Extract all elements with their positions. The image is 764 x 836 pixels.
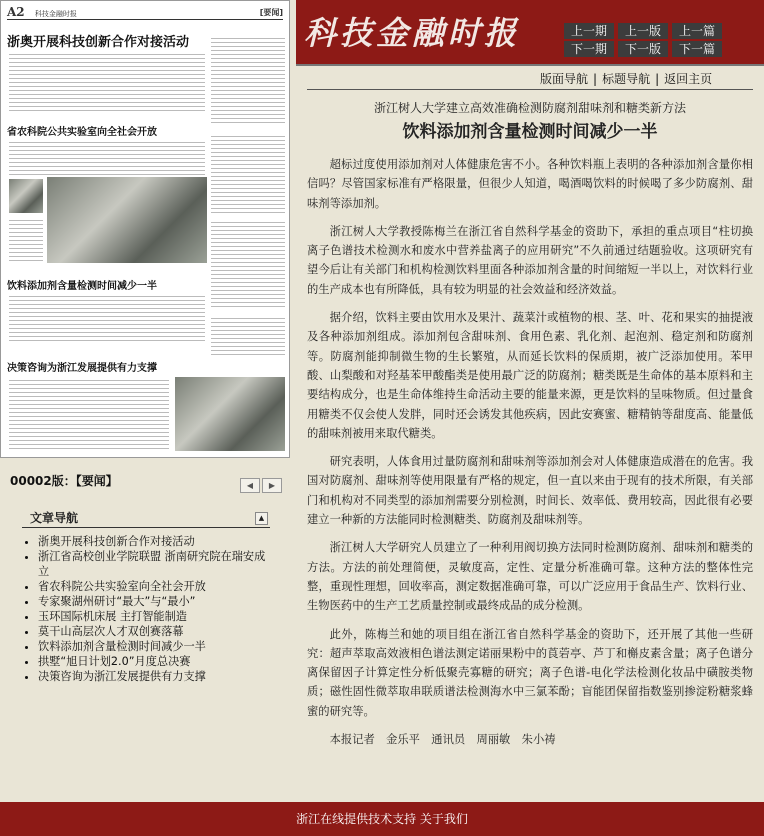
article-nav-item[interactable]: • 决策咨询为浙江发展提供有力支撑 [38, 669, 270, 684]
article-nav-header [22, 509, 270, 528]
thumbnail-text-block [9, 139, 205, 175]
article-nav-item[interactable]: • 饮料添加剂含量检测时间减少一半 [38, 639, 270, 654]
edition-label: 00002版：【要闻】 [10, 474, 118, 488]
thumbnail-text-block [9, 293, 205, 343]
thumbnail-photo [175, 377, 285, 451]
article-nav [22, 509, 270, 684]
article-nav-list [22, 534, 270, 684]
thumbnail-paper-name: 科技金融时报 [34, 10, 77, 18]
prev-page-button[interactable]: 上一版 [618, 23, 668, 39]
article-title: 饮料添加剂含量检测时间减少一半 [402, 122, 658, 142]
thumbnail-text-block [9, 51, 205, 113]
article-nav-item[interactable]: • 专家聚湖州研讨“最大”与“最小” [38, 594, 270, 609]
thumbnail-text-block [211, 133, 285, 213]
left-panel [0, 0, 296, 836]
page-thumbnail[interactable] [0, 0, 290, 458]
article-nav-item[interactable]: • 浙江省高校创业学院联盟 浙南研究院在瑞安成立 [38, 549, 270, 579]
thumbnail-text-block [211, 35, 285, 125]
next-period-button[interactable]: 下一期 [564, 41, 614, 57]
article-paragraph: 研究表明，人体食用过量防腐剂和甜味剂等添加剂会对人体健康造成潜在的危害。我国对防腐剂、甜味剂等使用限量有严格的规定，但一直以来由于现有的技术所限，有关部门和机构对不同类型的添加剂需要分别检测，时间长、效率低、费用较高，因此很有必要建立一种新的方法能同时检测糖类、防腐剂及甜味剂等。 [307, 455, 753, 527]
article-paragraph: 据介绍，饮料主要由饮用水及果汁、蔬菜汁或植物的根、茎、叶、花和果实的抽提液及各种添加剂组成。添加剂包含甜味剂、食用色素、乳化剂、起泡剂、稳定剂和防腐剂等。防腐剂能抑制微生物的生长繁殖，从而延长饮料的保质期，被广泛添加使用。苯甲酸、山梨酸和对羟基苯甲酸酯类是使用最广泛的防腐剂；糖类既是生命体的基本原料和主要结构成分，也是生命体维持生命活动主要的能量来源，更是饮料的呈味物质。但过量食用糖类不仅会使人发胖，同时还会诱发其他疾病，因此安赛蜜、糖精钠等甜度高、能量低的甜味剂被用来取代糖类。 [307, 311, 753, 440]
page-nav-link[interactable]: 版面导航 [540, 72, 589, 86]
thumbnail-headline-4[interactable]: 决策咨询为浙江发展提供有力支撑 [7, 363, 157, 374]
thumbnail-photo [9, 179, 43, 213]
home-link[interactable]: 返回主页 [664, 72, 713, 86]
thumbnail-next-button[interactable]: ▶ [262, 478, 282, 493]
article-paragraph: 超标过度使用添加剂对人体健康危害不小。各种饮料瓶上表明的各种添加剂含量你相信吗？尽管国家标准有严格限量，但很少人知道，喝酒喝饮料的时候喝了多少防腐剂、甜味剂等添加剂。 [307, 158, 753, 210]
nav-separator: | [655, 72, 660, 86]
thumbnail-text-block [9, 377, 169, 451]
prev-article-button[interactable]: 上一篇 [672, 23, 722, 39]
sub-navigation [540, 70, 712, 87]
prev-period-button[interactable]: 上一期 [564, 23, 614, 39]
article-nav-item[interactable]: • 莫干山高层次人才双创赛落幕 [38, 624, 270, 639]
article-paragraph: 此外，陈梅兰和她的项目组在浙江省自然科学基金的资助下，还开展了其他一些研究：超声萃取高效液相色谱法测定诺丽果粉中的莨菪亭、芦丁和槲皮素含量；离子色谱分离保留因子计算定性分析低聚壳寡糖的研究；离子色谱-电化学法检测化妆品中磺胺类物质；磁性固性微萃取串联质谱法检测海水中三氯苯酚；盲能团保留指数鉴别掺淀粉糖浆蜂蜜的研究等。 [307, 627, 753, 718]
header-divider [296, 64, 764, 66]
site-header [296, 0, 764, 64]
thumbnail-photo [47, 177, 207, 263]
site-footer[interactable]: 浙江在线提供技术支持 关于我们 [0, 802, 764, 836]
thumbnail-text-block [9, 217, 43, 263]
article-nav-item[interactable]: • 浙奥开展科技创新合作对接活动 [38, 534, 270, 549]
thumbnail-pager [240, 473, 284, 493]
article-pretitle: 浙江树人大学建立高效准确检测防腐剂甜味剂和糖类新方法 [373, 101, 686, 115]
article-divider [307, 89, 753, 90]
site-logo[interactable]: 科技金融时报 [304, 14, 521, 52]
next-article-button[interactable]: 下一篇 [672, 41, 722, 57]
thumbnail-headline-2[interactable]: 省农科院公共实验室向全社会开放 [7, 127, 157, 138]
article-paragraph: 浙江树人大学研究人员建立了一种利用阀切换方法同时检测防腐剂、甜味剂和糖类的方法。方法的前处理简便，灵敏度高，定性、定量分析准确可靠。这种方法的整体性完整，重现性理想，回收率高，测定数据准确可靠，可以广泛应用于食品生产、饮料行业、生物医药中的生产工艺质量控制或最终成品的成分检测。 [307, 541, 753, 613]
article-paragraph: 浙江树人大学教授陈梅兰在浙江省自然科学基金的资助下，承担的重点项目“柱切换离子色谱技术检测水和废水中营养盐离子的应用研究”不久前通过结题验收。这项研究有望今后让有关部门和机构检测饮料里面各种添加剂含量的时间缩短一半以上，对饮料行业的生产成本也有所降低，具有较为明显的社会效益和经济效益。 [307, 224, 753, 296]
article-nav-item[interactable]: • 拱墅“旭日计划2.0”月度总决赛 [38, 654, 270, 669]
collapse-icon[interactable]: ▲ [255, 512, 268, 525]
thumbnail-section-tag: [要闻] [259, 8, 283, 17]
next-page-button[interactable]: 下一版 [618, 41, 668, 57]
thumbnail-prev-button[interactable]: ◀ [240, 478, 260, 493]
article-body [307, 155, 753, 758]
thumbnail-page-label: A2 [7, 5, 25, 19]
thumbnail-headline-3[interactable]: 饮料添加剂含量检测时间减少一半 [7, 281, 157, 292]
article-nav-item[interactable]: • 省农科院公共实验室向全社会开放 [38, 579, 270, 594]
thumbnail-headline-1[interactable]: 浙奥开展科技创新合作对接活动 [7, 35, 190, 50]
thumbnail-text-block [211, 219, 285, 309]
article-nav-item[interactable]: • 玉环国际机床展 主打智能制造 [38, 609, 270, 624]
title-nav-link[interactable]: 标题导航 [602, 72, 651, 86]
article-nav-title: 文章导航 [30, 511, 79, 525]
article-byline: 本报记者 金乐平 通讯员 周丽敏 朱小祷 [329, 733, 556, 747]
thumbnail-masthead [7, 5, 283, 20]
thumbnail-text-block [211, 315, 285, 355]
nav-separator: | [593, 72, 598, 86]
